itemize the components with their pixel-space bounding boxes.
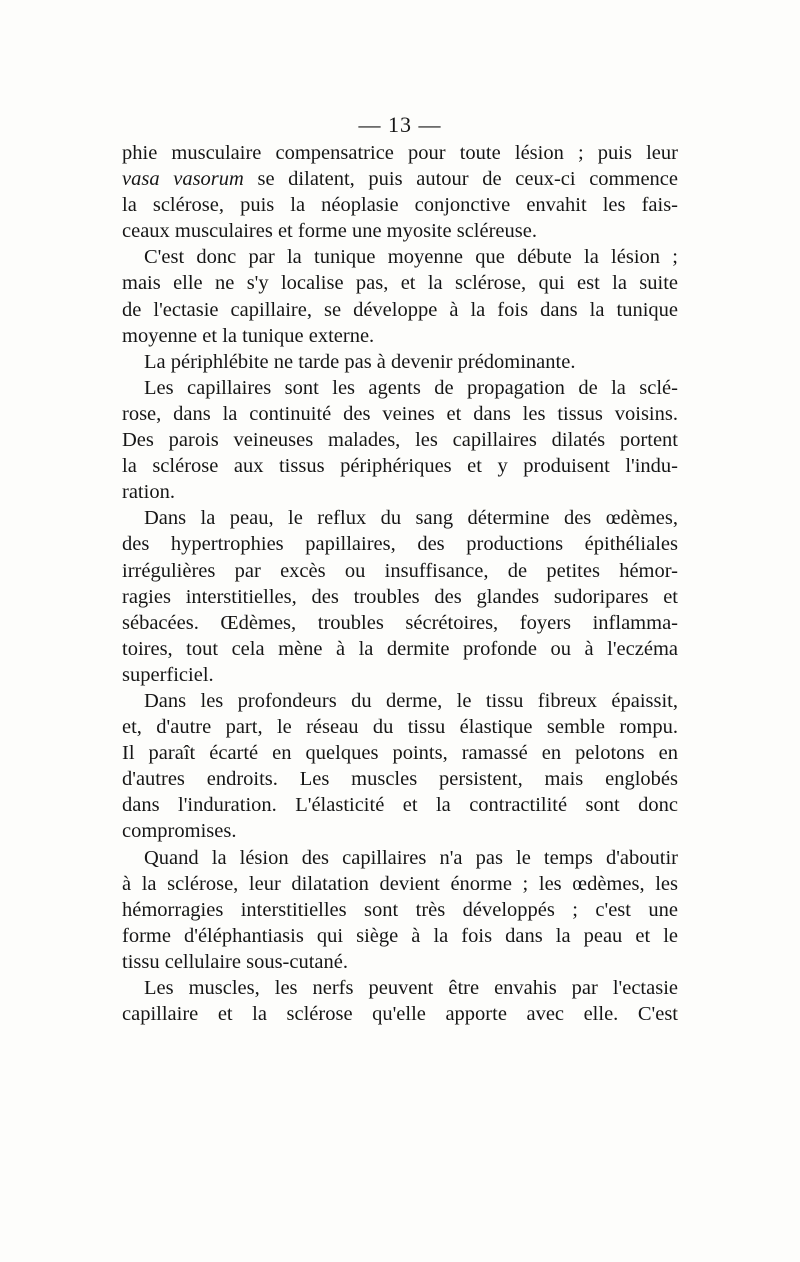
text-line: moyenne et la tunique externe. <box>122 324 375 347</box>
text-line: hémorragies interstitielles sont très développés ; c'est une <box>122 898 678 921</box>
text-line: tissu cellulaire sous-cutané. <box>122 950 349 973</box>
text-line: et, d'autre part, le réseau du tissu élastique semble rompu. <box>122 716 678 739</box>
text-line: d'autres endroits. Les muscles persistent, mais englobés <box>122 768 678 791</box>
text-line: à la sclérose, leur dilatation devient énorme ; les œdèmes, les <box>122 872 678 895</box>
text-line: compromises. <box>122 820 237 843</box>
text-line: Les capillaires sont les agents de propagation de la sclé- <box>144 376 678 399</box>
text-line-rest: se dilatent, puis autour de ceux-ci commence <box>257 168 678 191</box>
text-line <box>122 166 678 192</box>
italic-term: vasa vasorum <box>122 168 244 191</box>
text-line: forme d'éléphantiasis qui siège à la fois dans la peau et le <box>122 924 678 947</box>
text-line: de l'ectasie capillaire, se développe à la fois dans la tunique <box>122 298 678 321</box>
text-line: capillaire et la sclérose qu'elle apporte avec elle. C'est <box>122 1003 678 1026</box>
text-line: C'est donc par la tunique moyenne que débute la lésion ; <box>144 246 678 269</box>
text-line: Il paraît écarté en quelques points, ramassé en pelotons en <box>122 742 678 765</box>
text-line: Les muscles, les nerfs peuvent être envahis par l'ectasie <box>144 977 678 999</box>
text-line: sébacées. Œdèmes, troubles sécrétoires, foyers inflamma- <box>122 611 678 634</box>
page-number: — 13 — <box>358 112 442 137</box>
text-line: toires, tout cela mène à la dermite profonde ou à l'eczéma <box>122 637 678 660</box>
text-line: superficiel. <box>122 663 214 686</box>
text-line: Dans la peau, le reflux du sang détermine des œdèmes, <box>144 507 678 530</box>
text-line: irrégulières par excès ou insuffisance, de petites hémor- <box>122 559 678 582</box>
text-line: ceaux musculaires et forme une myosite scléreuse. <box>122 220 537 243</box>
text-line: la sclérose, puis la néoplasie conjonctive envahit les fais- <box>122 194 678 217</box>
text-line: ration. <box>122 481 175 504</box>
text-line: la sclérose aux tissus périphériques et y produisent l'indu- <box>122 455 678 478</box>
body-text <box>122 140 678 1027</box>
text-line: dans l'induration. L'élasticité et la contractilité sont donc <box>122 794 678 817</box>
text-line: La périphlébite ne tarde pas à devenir prédominante. <box>144 350 576 373</box>
text-line: rose, dans la continuité des veines et dans les tissus voisins. <box>122 402 678 425</box>
text-line: Dans les profondeurs du derme, le tissu fibreux épaissit, <box>144 689 678 712</box>
text-line: ragies interstitielles, des troubles des glandes sudoripares et <box>122 585 678 608</box>
text-line: Des parois veineuses malades, les capillaires dilatés portent <box>122 429 678 452</box>
text-line: mais elle ne s'y localise pas, et la sclérose, qui est la suite <box>122 272 678 295</box>
text-line: Quand la lésion des capillaires n'a pas le temps d'aboutir <box>144 846 678 869</box>
text-line: phie musculaire compensatrice pour toute lésion ; puis leur <box>122 142 678 164</box>
text-line: des hypertrophies papillaires, des productions épithéliales <box>122 533 678 556</box>
